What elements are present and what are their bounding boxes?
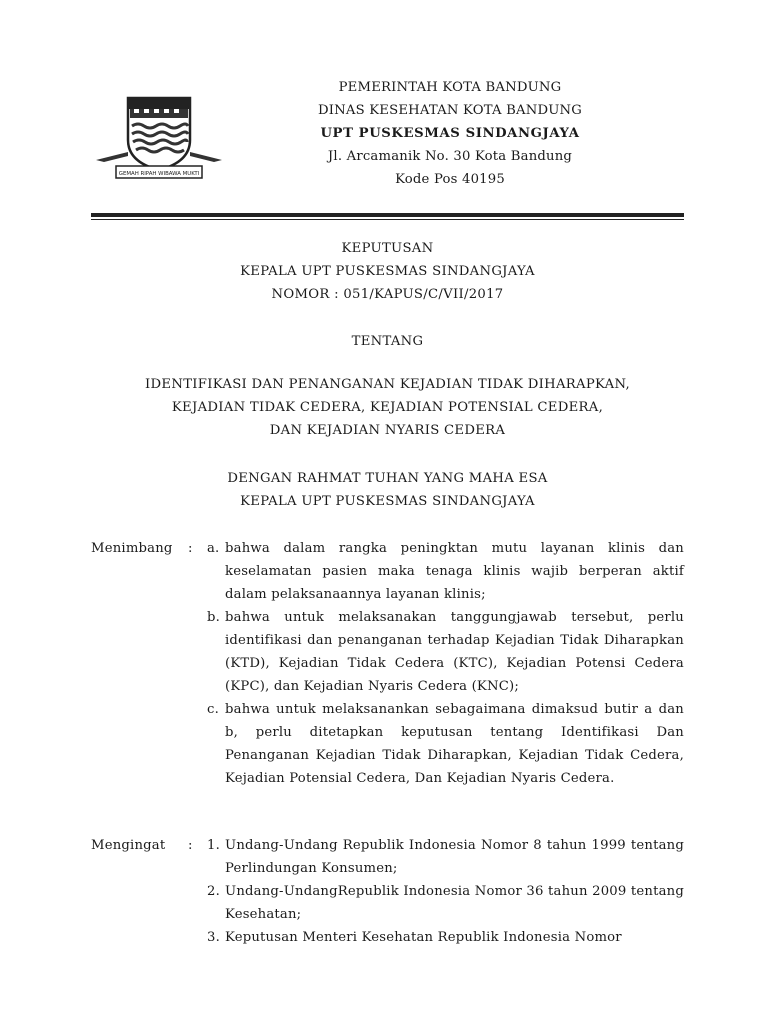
considering-label: Menimbang [91,541,173,556]
subject-line: IDENTIFIKASI DAN PENANGANAN KEJADIAN TIDAK DIHARAPKAN, [145,377,630,392]
emblem-motto: GEMAH RIPAH WIBAWA MUKTI [118,171,200,177]
subject-line: DAN KEJADIAN NYARIS CEDERA [269,423,506,438]
list-item-text: bahwa untuk melaksanakan tanggungjawab tersebut, perlu identifikasi dan penanganan terhadap Kejadian Tidak Diharapkan (KTD), Kejadian Tidak Cedera (KTC), Kejadian Potensi Cedera (KPC), dan Kejadian Nyaris Cedera (KNC); [225,610,684,694]
institution-name: UPT PUSKESMAS SINDANGJAYA [320,126,580,141]
government-name: PEMERINTAH KOTA BANDUNG [338,80,562,95]
bandung-city-emblem-icon [94,96,224,182]
list-marker: b. [207,610,221,625]
about-label: TENTANG [351,334,424,349]
decision-issuer: KEPALA UPT PUSKESMAS SINDANGJAYA [240,264,535,279]
decision-number: NOMOR : 051/KAPUS/C/VII/2017 [271,287,504,302]
decision-heading [91,237,684,306]
list-marker: 3. [207,930,220,945]
invocation [91,467,684,513]
list-item [91,698,684,790]
letterhead [240,76,660,191]
subject-line: KEJADIAN TIDAK CEDERA, KEJADIAN POTENSIAL CEDERA, [171,400,604,415]
invocation-line: KEPALA UPT PUSKESMAS SINDANGJAYA [240,494,535,509]
agency-name: DINAS KESEHATAN KOTA BANDUNG [317,103,583,118]
letterhead-divider-thick [91,213,684,217]
list-item [91,606,684,698]
list-item [91,926,684,949]
list-item-text: bahwa dalam rangka peningktan mutu layanan klinis dan keselamatan pasien maka tenaga klinis wajib berperan aktif dalam pelaksanaannya layanan klinis; [225,541,684,602]
list-item-text: Undang-Undang Republik Indonesia Nomor 8 tahun 1999 tentang Perlindungan Konsumen; [225,838,684,876]
letterhead-divider-thin [91,219,684,220]
remembering-label: Mengingat [91,838,166,853]
decision-subject [91,373,684,442]
list-marker: 2. [207,884,220,899]
remembering-section [91,834,684,949]
list-item [91,880,684,926]
list-item-text: Undang-UndangRepublik Indonesia Nomor 36 tahun 2009 tentang Kesehatan; [225,884,684,922]
list-item [91,834,684,880]
list-item-text: Keputusan Menteri Kesehatan Republik Indonesia Nomor [225,930,622,945]
list-item-text: bahwa untuk melaksanankan sebagaimana dimaksud butir a dan b, perlu ditetapkan keputusan tentang Identifikasi Dan Penanganan Kejadian Tidak Diharapkan, Kejadian Tidak Cedera, Kejadian Potensial Cedera, Dan Kejadian Nyaris Cedera. [225,702,684,786]
list-item [91,537,684,606]
list-marker: a. [207,541,220,556]
considering-colon: : [188,541,193,556]
postal-code: Kode Pos 40195 [395,172,505,187]
considering-section [91,537,684,790]
list-marker: 1. [207,838,220,853]
decision-title: KEPUTUSAN [341,241,434,256]
list-marker: c. [207,702,219,717]
invocation-line: DENGAN RAHMAT TUHAN YANG MAHA ESA [227,471,548,486]
address: Jl. Arcamanik No. 30 Kota Bandung [327,149,573,164]
remembering-colon: : [188,838,193,853]
